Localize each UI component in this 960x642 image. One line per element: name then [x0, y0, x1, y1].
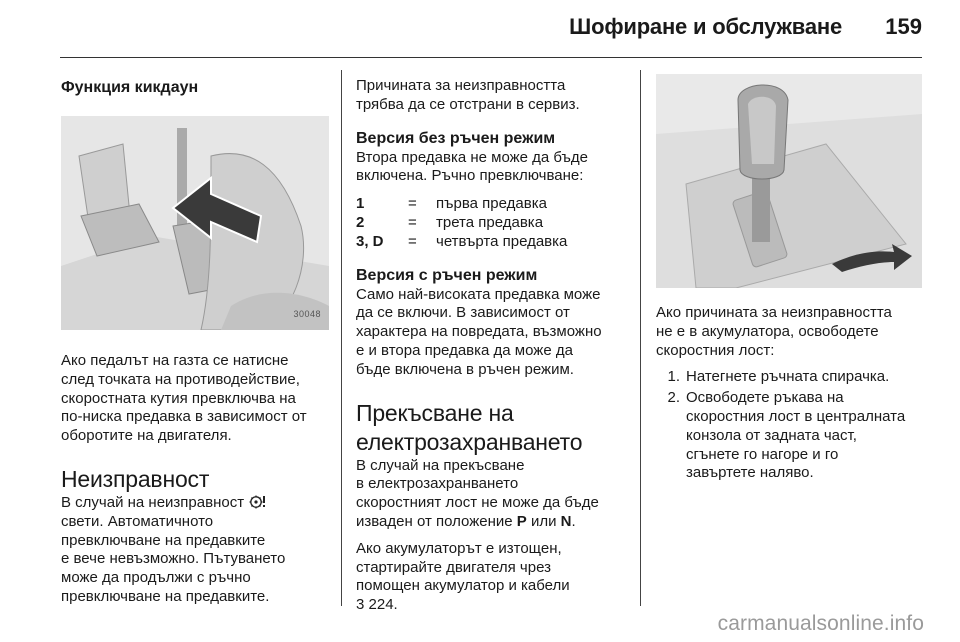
col3-line-2: не е в акумулатора, освободете [656, 322, 879, 340]
gear-definition-value: трета предавка [436, 213, 544, 231]
intro-line-2: трябва да се отстрани в сервиз. [356, 95, 580, 113]
gear-n-label: N [560, 512, 572, 530]
kickdown-line-5: оборотите на двигателя. [61, 427, 232, 445]
watermark[interactable]: carmanualsonline.info [717, 612, 924, 635]
step-line: завъртете наляво. [686, 464, 814, 482]
column-divider-2 [640, 70, 641, 606]
power-line-1: В случай на прекъсване [356, 456, 525, 474]
gear-definition-row [356, 214, 626, 233]
step-text [686, 368, 922, 387]
step-line: скоростния лост в централната [686, 407, 906, 425]
list-item [656, 389, 922, 483]
gear-lever-illustration [656, 74, 922, 288]
transmission-warning-icon [248, 494, 268, 509]
version-manual-heading: Версия с ръчен режим [356, 266, 538, 284]
battery-line-3: помощен акумулатор и кабели [356, 577, 570, 595]
step-number: 2. [667, 389, 680, 407]
gear-definition-key: 2 [356, 213, 365, 231]
step-line: Освободете ръкава на [686, 389, 844, 407]
version-manual-line-5: бъде включена в ръчен режим. [356, 360, 574, 378]
version-manual-line-1: Само най-високата предавка може [356, 285, 601, 303]
power-line-4 [356, 513, 626, 532]
kickdown-line-4: по-ниска предавка в зависимост от [61, 408, 307, 426]
gear-definition-equals: = [408, 213, 417, 231]
fault-section-title: Неизправност [61, 465, 210, 492]
page-number: 159 [885, 14, 922, 39]
version-manual-line-2: да се включи. В зависимост от [356, 304, 570, 322]
column-1 [61, 74, 329, 607]
power-line-4-text: изваден от положение [356, 512, 517, 530]
power-line-3: скоростният лост не може да бъде [356, 494, 599, 512]
page-reference[interactable] [356, 596, 626, 615]
fault-line-1-text: В случай на неизправност [61, 493, 245, 511]
kickdown-heading: Функция кикдаун [61, 79, 199, 96]
version-no-manual-line-1: Втора предавка не може да бъде [356, 148, 588, 166]
fault-line-1 [61, 494, 329, 513]
gear-definitions [356, 195, 626, 251]
power-line-4-or: или [526, 512, 561, 530]
pedal-illustration [61, 116, 329, 330]
battery-line-1: Ако акумулаторът е изтощен, [356, 539, 562, 557]
column-3 [656, 74, 922, 483]
fault-line-3: превключване на предавките [61, 531, 266, 549]
battery-line-2: стартирайте двигателя чрез [356, 558, 551, 576]
gear-lever-figure [656, 74, 922, 288]
figure-number: 30048 [293, 309, 321, 320]
gear-p-label: P [516, 512, 527, 530]
column-divider-1 [341, 70, 342, 606]
gear-definition-row [356, 195, 626, 214]
gear-definition-value: първа предавка [436, 195, 547, 213]
steps-list [656, 368, 922, 483]
fault-line-4: е вече невъзможно. Пътуването [61, 550, 286, 568]
header-rule [60, 57, 922, 58]
power-line-4-end: . [571, 512, 576, 530]
version-manual-line-4: е и втора предавка да може да [356, 341, 573, 359]
page-header-title: Шофиране и обслужване [569, 14, 842, 39]
power-section-title-line-2: електрозахранването [356, 428, 583, 455]
version-manual-line-3: характера на повредата, възможно [356, 323, 602, 341]
gear-definition-equals: = [408, 195, 417, 213]
fault-line-6: превключване на предавките. [61, 587, 270, 605]
gear-definition-equals: = [408, 232, 417, 250]
gear-definition-value: четвърта предавка [436, 232, 568, 250]
column-2 [356, 74, 626, 615]
power-section-title-line-1: Прекъсване на [356, 399, 514, 426]
kickdown-line-3: скоростната кутия превключва на [61, 389, 296, 407]
col3-line-1: Ако причината за неизправността [656, 304, 892, 321]
step-number: 1. [667, 368, 680, 386]
page-reference-number: 224. [368, 596, 398, 614]
intro-line-1: Причината за неизправността [356, 77, 566, 94]
fault-line-2: свети. Автоматичното [61, 512, 214, 530]
fault-line-5: може да продължи с ръчно [61, 569, 251, 587]
kickdown-line-1: Ако педалът на газта се натисне [61, 352, 289, 369]
page-reference-icon: 3 [356, 596, 365, 614]
list-item [656, 368, 922, 387]
kickdown-line-2: след точката на противодействие, [61, 370, 300, 388]
gear-definition-key: 3, D [356, 232, 384, 250]
kickdown-figure [61, 116, 329, 330]
col3-line-3: скоростния лост: [656, 341, 775, 359]
step-line: сгънете го нагоре и го [686, 445, 839, 463]
step-line: конзола от задната част, [686, 426, 857, 444]
step-text [686, 389, 922, 483]
gear-definition-key: 1 [356, 195, 365, 213]
version-no-manual-line-2: включена. Ръчно превключване: [356, 167, 584, 185]
power-line-2: в електрозахранването [356, 475, 519, 493]
step-line: Натегнете ръчната спирачка. [686, 368, 890, 386]
gear-definition-row [356, 233, 626, 252]
version-no-manual-heading: Версия без ръчен режим [356, 129, 556, 147]
